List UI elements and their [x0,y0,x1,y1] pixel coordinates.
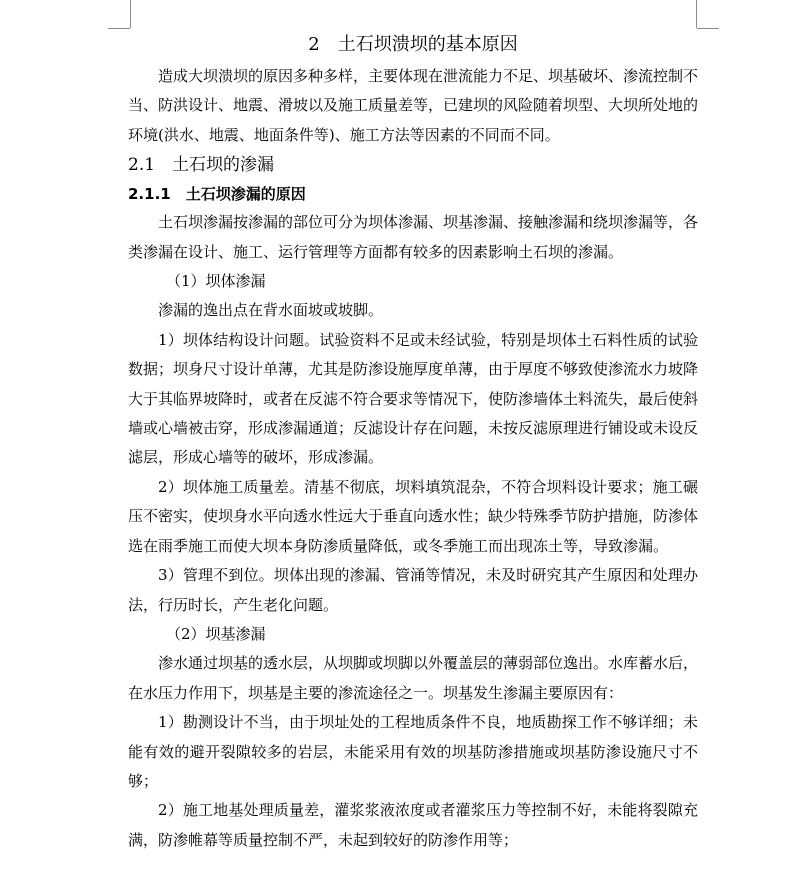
chapter-title: 2 土石坝溃坝的基本原因 [308,34,518,55]
paragraph-construction-quality: 2）坝体施工质量差。清基不彻底，坝料填筑混杂，不符合坝料设计要求；施工碾压不密实，使坝身水平向透水性远大于垂直向透水性；缺少特殊季节防护措施，防渗体选在雨季施工而使大坝本身防渗质量降低，或冬季施工而出现冻土等，导致渗漏。 [128,477,699,555]
document-body [128,30,698,855]
paragraph-leak-cause: 土石坝渗漏按渗漏的部位可分为坝体渗漏、坝基渗漏、接触渗漏和绕坝渗漏等，各类渗漏在设计、施工、运行管理等方面都有较多的因素影响土石坝的渗漏。 [128,213,699,261]
crop-mark-right-horizontal [697,28,719,29]
paragraph-foundation-treatment: 2）施工地基处理质量差，灌浆浆液浓度或者灌浆压力等控制不好，未能将裂隙充满，防渗帷幕等质量控制不严，未起到较好的防渗作用等； [128,801,698,849]
paragraph-management: 3）管理不到位。坝体出现的渗漏、管涌等情况，未及时研究其产生原因和处理办法，行历时长，产生老化问题。 [128,566,698,614]
paragraph-structure-design: 1）坝体结构设计问题。试验资料不足或未经试验，特别是坝体土石料性质的试验数据；坝身尺寸设计单薄，尤其是防渗设施厚度单薄，由于厚度不够致使渗流水力坡降大于其临界坡降时，或者在反滤不符合要求等情况下，使防渗墙体土料流失，最后使斜墙或心墙被击穿，形成渗漏通道；反滤设计存在问题，未按反滤原理进行铺设或未设反滤层，形成心墙等的破坏，形成渗漏。 [128,330,699,467]
paragraph-foundation-seepage: 渗水通过坝基的透水层，从坝脚或坝脚以外覆盖层的薄弱部位逸出。水库蓄水后，在水压力作用下，坝基是主要的渗流途径之一。坝基发生渗漏主要原因有： [128,654,699,702]
crop-mark-left [130,0,131,28]
list-item-foundation-leak: （2）坝基渗漏 [166,624,266,643]
list-item-dam-body-leak: （1）坝体渗漏 [166,272,266,291]
crop-mark-right [696,0,697,28]
crop-mark-left-horizontal [108,28,130,29]
subsection-heading-2-1-1: 2.1.1 土石坝渗漏的原因 [128,185,306,204]
section-heading-2-1: 2.1 土石坝的渗漏 [128,155,275,176]
paragraph-intro: 造成大坝溃坝的原因多种多样，主要体现在泄流能力不足、坝基破坏、渗流控制不当、防洪设计、地震、滑坡以及施工质量差等，已建坝的风险随着坝型、大坝所处地的环境(洪水、地震、地面条件等)、施工方法等因素的不同而不同。 [128,67,699,144]
paragraph-dam-body-exit: 渗漏的逸出点在背水面坡或坡脚。 [158,301,384,320]
paragraph-survey-design: 1）勘测设计不当，由于坝址处的工程地质条件不良，地质勘探工作不够详细；未能有效的避开裂隙较多的岩层，未能采用有效的坝基防渗措施或坝基防渗设施尺寸不够； [128,713,698,790]
